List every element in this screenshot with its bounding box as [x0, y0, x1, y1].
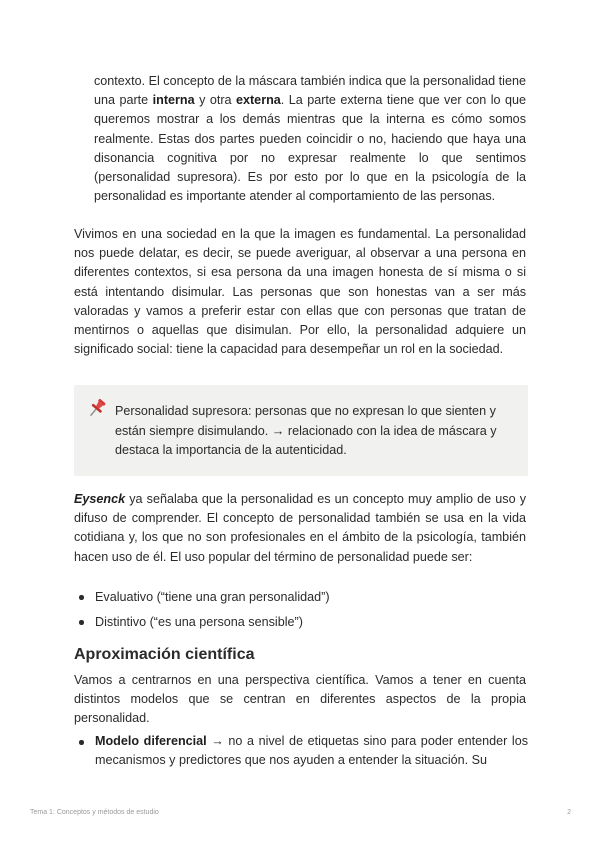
model-name: Modelo diferencial: [95, 734, 207, 748]
uses-list: [78, 588, 528, 638]
list-item-text: → no a nivel de etiquetas sino para poder entender los mecanismos y predictores que nos ayuden a entender la situación. Su: [95, 734, 528, 768]
pushpin-icon: [86, 397, 108, 419]
paragraph-text: y otra: [194, 93, 236, 108]
bold-term-interna: interna: [152, 93, 195, 108]
paragraph-eysenck: [74, 490, 526, 567]
bullet-icon: [79, 740, 84, 745]
list-item: [78, 613, 528, 632]
paragraph-text: . La parte externa tiene que ver con lo que queremos mostrar a los demás mientras que la interna es cómo somos realmente. Estas dos partes pueden coincidir o no, haciendo que haya una disonancia cognitiva por no expresar realmente lo que sentimos (personalidad supresora). Es por esto por lo que en la psicología de la personalidad es importante atender al comportamiento de las personas.: [94, 93, 526, 204]
models-list: [78, 732, 528, 771]
paragraph-scientific: Vamos a centrarnos en una perspectiva científica. Vamos a tener en cuenta distintos modelos que se centran en diferentes aspectos de la propia personalidad.: [74, 673, 526, 726]
paragraph-text: contexto. El concepto de la máscara también indica que la personalidad tiene una parte: [94, 74, 526, 108]
bullet-icon: [79, 595, 84, 600]
footer-title: Tema 1: Conceptos y métodos de estudio: [30, 809, 159, 816]
list-item-text: Evaluativo (“tiene una gran personalidad”): [95, 590, 330, 604]
bullet-icon: [79, 620, 84, 625]
list-item-text: Distintivo (“es una persona sensible”): [95, 615, 303, 629]
paragraph-social-image: Vivimos en una sociedad en la que la imagen es fundamental. La personalidad nos puede delatar, es decir, se puede averiguar, al observar a una persona en diferentes contextos, si esa persona da una imagen honesta de sí misma o si está intentando disimular. Las personas que son honestas van a ser más valoradas y vamos a preferir estar con ellas que con personas que tratan de mentirnos o aquellas que disimulan. Por ello, la personalidad adquiere un significado social: tiene la capacidad para desempeñar un rol en la sociedad.: [74, 227, 526, 357]
list-item: [78, 732, 528, 771]
paragraph-text: ya señalaba que la personalidad es un concepto muy amplio de uso y difuso de comprender. El concepto de personalidad también se usa en la vida cotidiana y, los que no son profesionales en el ámbito de la psicología, también hacen uso de él. El uso popular del término de personalidad puede ser:: [74, 492, 526, 564]
page-number: 2: [567, 809, 571, 816]
bold-term-externa: externa: [235, 93, 281, 108]
section-heading: Aproximación científica: [74, 646, 255, 663]
author-name: Eysenck: [74, 492, 126, 506]
list-item: [78, 588, 528, 607]
callout-text: Personalidad supresora: personas que no expresan lo que sienten y están siempre disimulando. → relacionado con la idea de máscara y destaca la importancia de la autenticidad.: [115, 404, 497, 458]
paragraph-mask-concept: [94, 72, 526, 206]
callout-box: [74, 385, 528, 476]
